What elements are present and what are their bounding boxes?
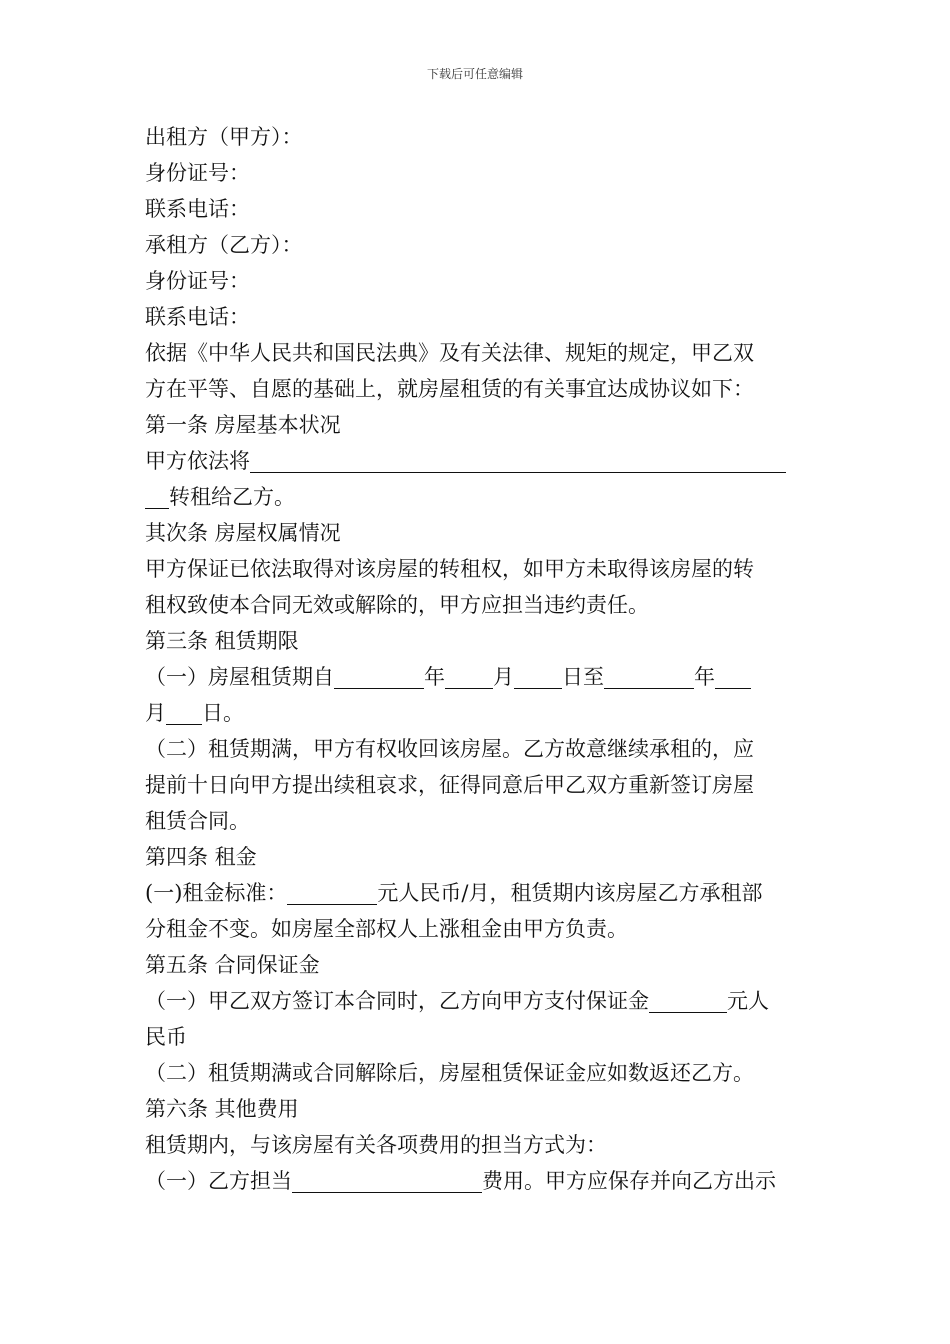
property-blank <box>250 448 786 473</box>
lessor-label: 出租方（甲方）： <box>145 125 303 149</box>
end-year-blank <box>604 664 694 689</box>
article-1-text: 甲方依法将 <box>145 449 250 473</box>
lessor-phone-label: 联系电话： <box>145 197 250 221</box>
renewal-line-2: 提前十日向甲方提出续租哀求，征得同意后甲乙双方重新签订房屋 <box>145 773 754 797</box>
renewal-line-3: 租赁合同。 <box>145 809 250 833</box>
contract-body <box>145 119 810 1199</box>
renewal-line-1: （二）租赁期满，甲方有权收回该房屋。乙方故意继续承租的，应 <box>145 737 754 761</box>
article-1-line-1 <box>145 443 810 479</box>
deposit-line-2: 民币 <box>145 1025 187 1049</box>
fees-blank <box>292 1168 482 1193</box>
day-to-label: 日至 <box>562 665 604 689</box>
rent-amount-blank <box>287 880 377 905</box>
fees-intro-line: 租赁期内，与该房屋有关各项费用的担当方式为： <box>145 1133 607 1157</box>
lease-term-line-2 <box>145 695 810 731</box>
lessor-id-label: 身份证号： <box>145 161 250 185</box>
end-day-blank <box>166 700 202 725</box>
rent-line-1 <box>145 875 810 911</box>
lessee-label: 承租方（乙方）： <box>145 233 303 257</box>
article-4-heading: 第四条 租金 <box>145 845 257 869</box>
end-month-blank <box>715 664 751 689</box>
rent-text: 元人民币/月，租赁期内该房屋乙方承租部 <box>377 881 763 905</box>
rent-label: (一)租金标准： <box>145 881 288 905</box>
start-day-blank <box>514 664 562 689</box>
fees-text: （一）乙方担当 <box>145 1169 292 1193</box>
property-blank-cont <box>145 484 169 509</box>
page-header: 下载后可任意编辑 <box>426 67 523 81</box>
deposit-amount-blank <box>649 988 727 1013</box>
start-year-blank <box>334 664 424 689</box>
article-1-text-end: 转租给乙方。 <box>169 485 295 509</box>
deposit-unit: 元人 <box>727 989 769 1013</box>
month-label: 月 <box>145 701 166 725</box>
start-month-blank <box>445 664 493 689</box>
preamble-line-2: 方在平等、自愿的基础上，就房屋租赁的有关事宜达成协议如下： <box>145 377 754 401</box>
lease-term-line-1 <box>145 659 810 695</box>
lessee-phone-label: 联系电话： <box>145 305 250 329</box>
preamble-line-1: 依据《中华人民共和国民法典》及有关法律、规矩的规定，甲乙双 <box>145 341 754 365</box>
lease-term-text: （一）房屋租赁期自 <box>145 665 334 689</box>
article-3-heading: 第三条 租赁期限 <box>145 629 299 653</box>
deposit-line-1 <box>145 983 810 1019</box>
article-1-line-2 <box>145 479 810 515</box>
article-2-line-1: 甲方保证已依法取得对该房屋的转租权，如甲方未取得该房屋的转 <box>145 557 754 581</box>
deposit-return-line: （二）租赁期满或合同解除后，房屋租赁保证金应如数返还乙方。 <box>145 1061 754 1085</box>
year-label: 年 <box>694 665 715 689</box>
deposit-text: （一）甲乙双方签订本合同时，乙方向甲方支付保证金 <box>145 989 649 1013</box>
article-2-heading: 其次条 房屋权属情况 <box>145 521 341 545</box>
rent-line-2: 分租金不变。如房屋全部权人上涨租金由甲方负责。 <box>145 917 628 941</box>
article-1-heading: 第一条 房屋基本状况 <box>145 413 341 437</box>
year-label: 年 <box>424 665 445 689</box>
article-6-heading: 第六条 其他费用 <box>145 1097 299 1121</box>
article-2-line-2: 租权致使本合同无效或解除的，甲方应担当违约责任。 <box>145 593 649 617</box>
month-label: 月 <box>493 665 514 689</box>
fees-text-end: 费用。甲方应保存并向乙方出示 <box>482 1169 776 1193</box>
lessee-id-label: 身份证号： <box>145 269 250 293</box>
fees-line-1 <box>145 1163 810 1199</box>
day-label: 日。 <box>202 701 244 725</box>
article-5-heading: 第五条 合同保证金 <box>145 953 320 977</box>
